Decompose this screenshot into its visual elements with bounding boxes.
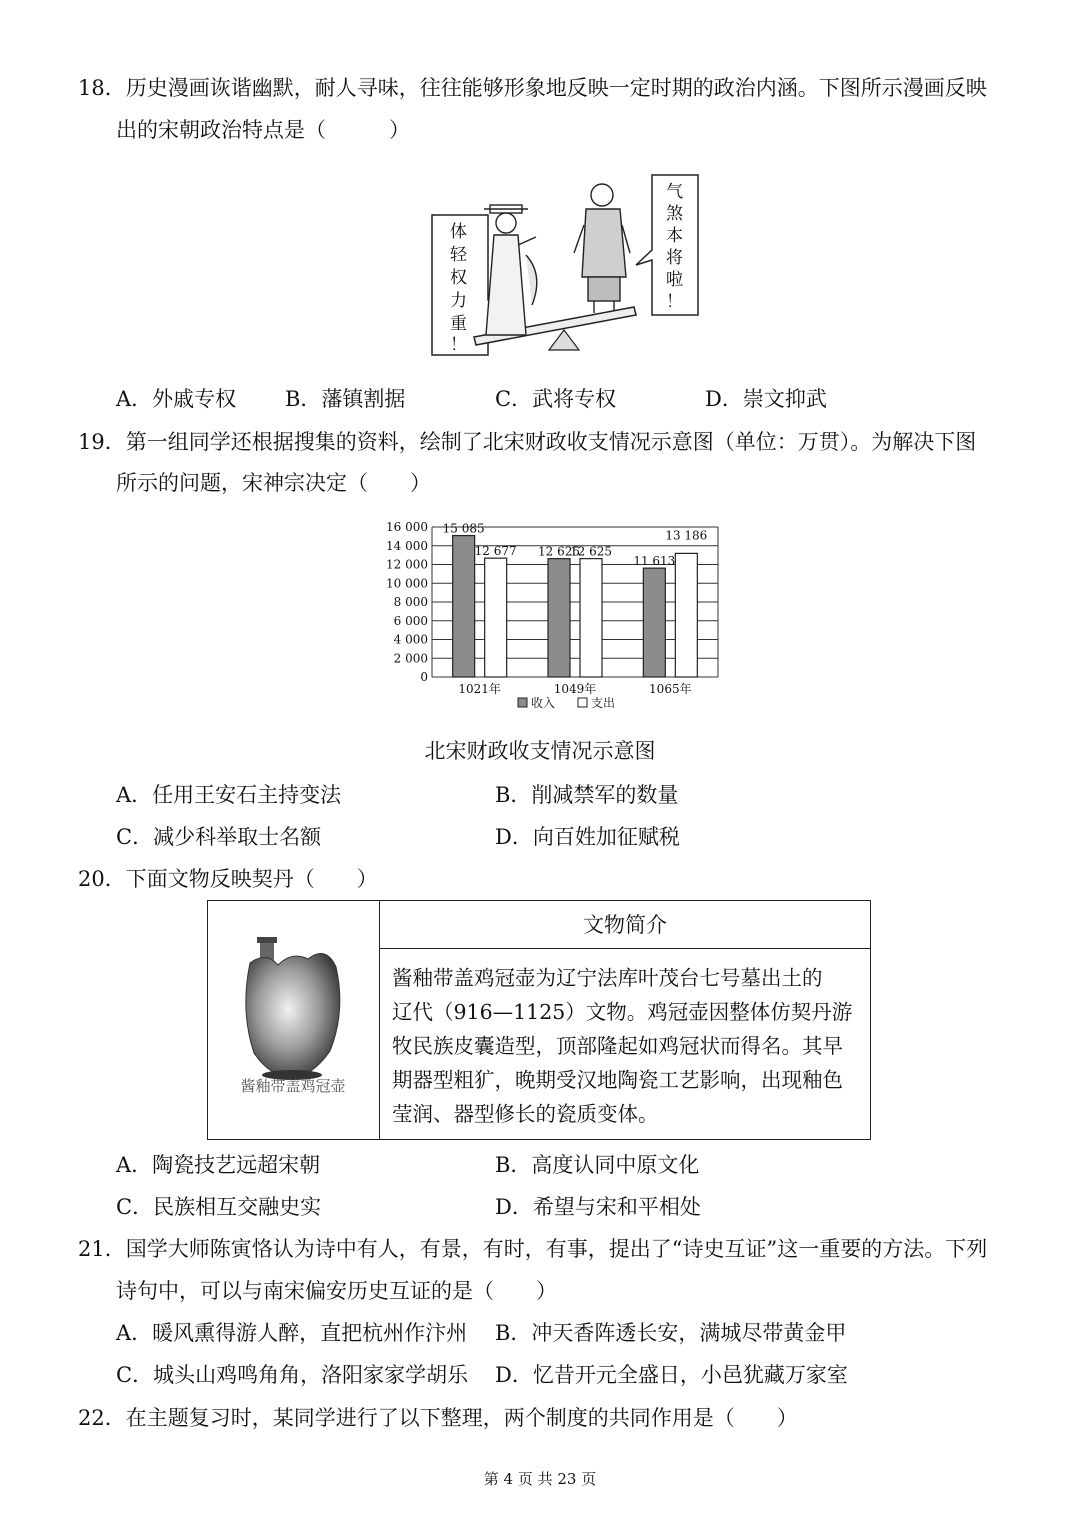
q21-option-b: B．冲天香阵透长安，满城尽带黄金甲 xyxy=(495,1321,847,1345)
legend-swatch xyxy=(518,698,527,707)
q21-option-a: A．暖风熏得游人醉，直把杭州作汴州 xyxy=(116,1321,468,1345)
chart-data-labels xyxy=(443,522,708,569)
q19-option-b: B．削减禁军的数量 xyxy=(495,783,679,807)
legend-label: 收入 xyxy=(531,696,556,710)
chart-caption: 北宋财政收支情况示意图 xyxy=(424,739,656,763)
artifact-description-line: 辽代（916—1125）文物。鸡冠壶因整体仿契丹游 xyxy=(392,1000,853,1024)
q21-stem-line1: 21．国学大师陈寅恪认为诗中有人，有景，有时，有事，提出了“诗史互证”这一重要的方法。下列 xyxy=(78,1237,988,1261)
y-tick-label: 8 000 xyxy=(393,595,428,609)
data-label: 12 677 xyxy=(474,544,517,559)
x-tick-label: 1049年 xyxy=(553,682,597,696)
q19-stem-line2: 所示的问题，宋神宗决定（ ） xyxy=(116,471,431,495)
finance-bar-chart xyxy=(360,515,730,720)
bar-income xyxy=(643,568,665,677)
y-tick-label: 12 000 xyxy=(386,557,428,572)
q18-option-c: C．武将专权 xyxy=(495,387,617,411)
chart-y-ticks xyxy=(386,520,428,684)
q19-option-a: A．任用王安石主持变法 xyxy=(116,783,342,807)
data-label: 15 085 xyxy=(442,521,485,536)
bar-expense xyxy=(485,558,507,677)
q18-stem-line1: 18．历史漫画诙谐幽默，耐人寻味，往往能够形象地反映一定时期的政治内涵。下图所示漫画反映 xyxy=(78,76,987,100)
data-label: 12 625 xyxy=(570,544,612,559)
military-general-figure xyxy=(574,184,630,313)
right-bubble-char-4: 啦 xyxy=(666,270,683,290)
q22-stem: 22．在主题复习时，某同学进行了以下整理，两个制度的共同作用是（ ） xyxy=(78,1406,798,1430)
artifact-description xyxy=(380,949,870,1139)
right-bubble-char-0: 气 xyxy=(666,182,683,202)
left-bubble-char-1: 轻 xyxy=(450,245,467,265)
q19-option-c: C．减少科举取士名额 xyxy=(116,825,322,849)
q21-stem-line2: 诗句中，可以与南宋偏安历史互证的是（ ） xyxy=(116,1279,557,1303)
data-label: 11 613 xyxy=(633,554,676,569)
y-tick-label: 4 000 xyxy=(393,632,428,647)
bar-expense xyxy=(580,559,602,677)
x-tick-label: 1021年 xyxy=(458,682,501,696)
left-bubble-char-0: 体 xyxy=(450,222,467,242)
artifact-description-line: 牧民族皮囊造型，顶部隆起如鸡冠状而得名。其早 xyxy=(392,1034,843,1058)
q21-option-c: C．城头山鸡鸣角角，洛阳家家学胡乐 xyxy=(116,1363,469,1387)
chicken-crown-pot-image xyxy=(208,901,378,1139)
q20-stem: 20．下面文物反映契丹（ ） xyxy=(78,867,378,891)
q20-option-a: A．陶瓷技艺远超宋朝 xyxy=(116,1153,321,1177)
y-tick-label: 14 000 xyxy=(386,538,428,553)
y-tick-label: 16 000 xyxy=(386,520,428,534)
artifact-description-line: 莹润、器型修长的瓷质变体。 xyxy=(392,1102,659,1126)
bar-expense xyxy=(675,553,697,677)
q21-option-d: D．忆昔开元全盛日，小邑犹藏万家室 xyxy=(495,1363,848,1387)
civil-official-figure xyxy=(484,205,537,335)
y-tick-label: 0 xyxy=(420,670,428,684)
page-footer: 第 4 页 共 23 页 xyxy=(483,1470,597,1488)
artifact-table xyxy=(207,900,871,1140)
legend-swatch xyxy=(578,698,587,707)
q19-stem-line1: 19．第一组同学还根据搜集的资料，绘制了北宋财政收支情况示意图（单位：万贯）。为解决下图 xyxy=(78,430,977,454)
right-bubble-char-1: 煞 xyxy=(666,204,683,224)
q18-option-d: D．崇文抑武 xyxy=(705,387,827,411)
q18-option-a: A．外戚专权 xyxy=(116,387,237,411)
chart-x-ticks xyxy=(458,681,691,696)
data-label: 13 186 xyxy=(665,528,708,543)
bar-income xyxy=(548,559,570,677)
data-label: 12 625 xyxy=(538,544,580,559)
q20-option-b: B．高度认同中原文化 xyxy=(495,1153,700,1177)
q18-cartoon xyxy=(414,165,706,365)
q20-option-d: D．希望与宋和平相处 xyxy=(495,1195,701,1219)
x-tick-label: 1065年 xyxy=(649,682,692,696)
y-tick-label: 6 000 xyxy=(393,613,428,628)
artifact-image-caption: 酱釉带盖鸡冠壶 xyxy=(240,1077,346,1095)
q18-stem-line2: 出的宋朝政治特点是（ ） xyxy=(116,118,410,142)
artifact-image-cell xyxy=(208,901,380,1139)
right-bubble-char-2: 本 xyxy=(666,226,683,246)
artifact-table-header: 文物简介 xyxy=(380,901,870,949)
q18-option-b: B．藩镇割据 xyxy=(285,387,406,411)
artifact-description-line: 期器型粗犷，晚期受汉地陶瓷工艺影响，出现釉色 xyxy=(392,1068,843,1092)
y-tick-label: 2 000 xyxy=(393,651,428,666)
right-bubble-char-5: ！ xyxy=(666,292,683,312)
y-tick-label: 10 000 xyxy=(386,576,428,591)
q20-option-c: C．民族相互交融史实 xyxy=(116,1195,322,1219)
left-bubble-char-2: 权 xyxy=(450,268,467,288)
q19-option-d: D．向百姓加征赋税 xyxy=(495,825,680,849)
left-bubble-char-5: ！ xyxy=(450,335,467,355)
left-bubble-char-4: 重 xyxy=(450,314,467,334)
legend-label: 支出 xyxy=(591,696,616,710)
left-bubble-char-3: 力 xyxy=(450,291,467,311)
bar-income xyxy=(453,536,475,677)
right-bubble-char-3: 将 xyxy=(666,248,683,268)
artifact-description-line: 酱釉带盖鸡冠壶为辽宁法库叶茂台七号墓出土的 xyxy=(392,966,823,990)
chart-legend xyxy=(518,695,615,710)
